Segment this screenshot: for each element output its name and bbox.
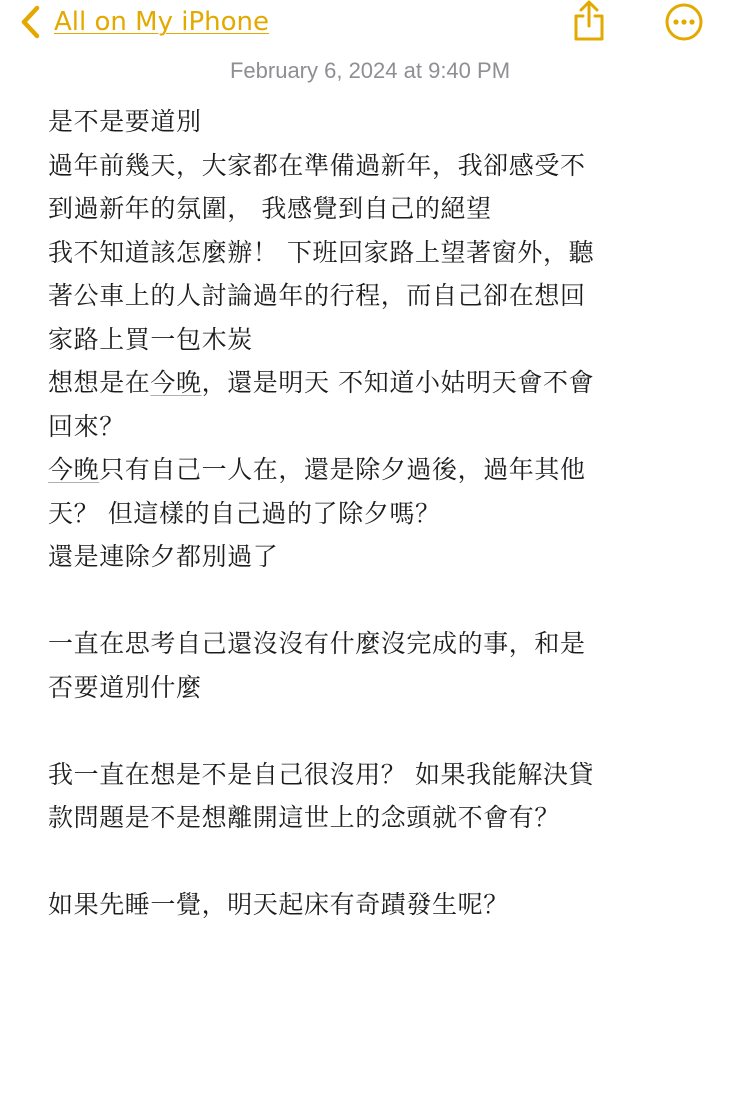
- back-button[interactable]: [20, 2, 269, 42]
- note-line: 過年前幾天，大家都在準備過新年，我卻感受不: [48, 150, 586, 180]
- note-date: February 6, 2024 at 9:40 PM: [229, 58, 511, 83]
- note-body[interactable]: [48, 100, 708, 927]
- note-text: 想想是在: [48, 368, 151, 397]
- note-line: 到過新年的氛圍， 我感覺到自己的絕望: [48, 194, 492, 223]
- note-line: 回來？: [48, 411, 125, 441]
- share-icon[interactable]: [570, 0, 608, 42]
- note-line: 如果先睡一覺，明天起床有奇蹟發生呢？: [48, 890, 509, 919]
- empty-line: [48, 579, 708, 623]
- note-text: 只有自己一人在，還是除夕過後，過年其他: [99, 455, 586, 484]
- underlined-text: 今晚: [48, 455, 100, 484]
- note-line: 我不知道該怎麼辦！ 下班回家路上望著窗外，聽: [48, 237, 595, 267]
- note-line: 我一直在想是不是自己很沒用？ 如果我能解決貸: [48, 759, 595, 789]
- note-line: [48, 361, 708, 405]
- empty-line: [48, 709, 708, 753]
- note-line: 著公車上的人討論過年的行程，而自己卻在想回: [48, 281, 586, 310]
- note-line: [48, 448, 708, 492]
- note-line: 天？ 但這樣的自己過的了除夕嗎？: [48, 498, 441, 528]
- note-line: 家路上買一包木炭: [48, 324, 253, 354]
- note-line: 是不是要道別: [48, 107, 202, 136]
- note-line: 一直在思考自己還沒沒有什麼沒完成的事，和是: [48, 629, 586, 658]
- empty-line: [48, 840, 708, 884]
- note-line: 還是連除夕都別過了: [48, 542, 279, 571]
- back-button-label: All on My iPhone: [54, 7, 269, 37]
- note-line: 否要道別什麼: [48, 672, 202, 702]
- note-line: 款問題是不是想離開這世上的念頭就不會有？: [48, 803, 561, 832]
- underlined-text: 今晚: [150, 368, 202, 397]
- ellipsis-circle-icon[interactable]: [664, 2, 704, 42]
- note-text: ，還是明天 不知道小姑明天會不會: [201, 368, 595, 397]
- chevron-left-icon: [20, 5, 42, 39]
- navigation-bar: [0, 0, 740, 48]
